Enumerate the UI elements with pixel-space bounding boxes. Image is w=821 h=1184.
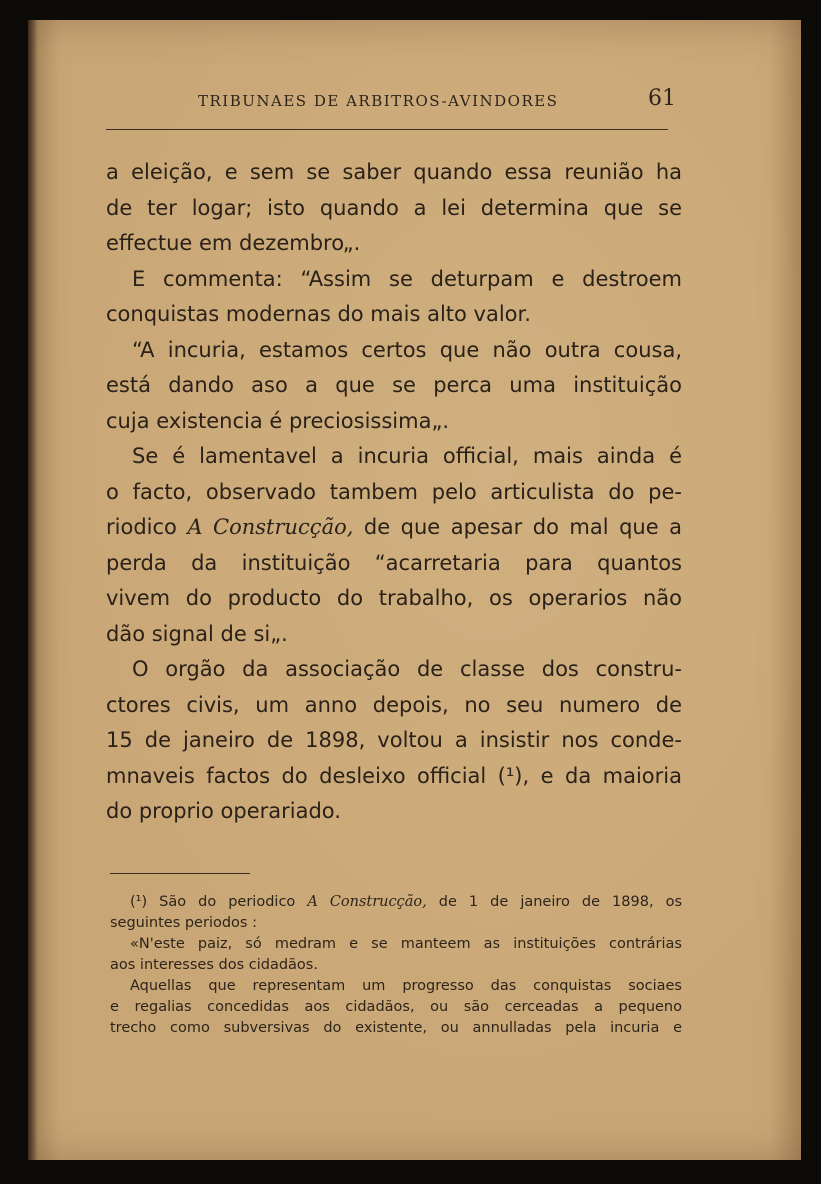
body-line-16: ctores civis, um anno depois, no seu numero de <box>106 692 682 717</box>
footnote-rule <box>110 873 250 874</box>
header-rule <box>106 129 668 130</box>
footnote-line-4: aos interesses dos cidadãos. <box>110 957 318 973</box>
body-line-13: vivem do producto do trabalho, os operarios não <box>106 586 682 610</box>
footnote-line-3: «N'este paiz, só medram e se manteem as instituições contrárias <box>130 936 682 952</box>
body-line-7: está dando aso a que se perca uma instituição <box>106 373 682 397</box>
footnote-line-2: seguintes periodos : <box>110 915 257 931</box>
page-spine-shadow <box>28 20 38 1160</box>
footnote-line-7: trecho como subversivas do existente, ou annulladas pela incuria e <box>110 1020 682 1036</box>
footnote-periodical-title: A Construcção, <box>307 894 427 910</box>
footnote-line-5: Aquellas que representam um progresso das conquistas sociaes <box>130 978 682 994</box>
body-line-19: do proprio operariado. <box>106 799 341 823</box>
periodical-title: A Construcção, <box>187 515 354 539</box>
body-line-12: perda da instituição “acarretaria para quantos <box>106 550 682 575</box>
body-line-15: O orgão da associação de classe dos constru- <box>132 657 682 681</box>
body-line-5: conquistas modernas do mais alto valor. <box>106 302 531 326</box>
body-line-6: “A incuria, estamos certos que não outra cousa, <box>132 337 682 362</box>
body-line-11-b: de que apesar do mal que a <box>363 515 682 539</box>
footnote-line-6: e regalias concedidas aos cidadãos, ou são cerceadas a pequeno <box>110 999 682 1015</box>
body-line-11 <box>106 510 682 546</box>
body-line-3: effectue em dezembro„. <box>106 231 361 255</box>
body-line-2: de ter logar; isto quando a lei determina que se <box>106 195 682 220</box>
footnote-line-1-b: de 1 de janeiro de 1898, os <box>438 894 683 910</box>
footnote-line-1-a: (¹) São do periodico <box>130 894 296 910</box>
body-line-18: mnaveis factos do desleixo official (¹), e da maioria <box>106 763 682 788</box>
page-number: 61 <box>648 86 676 111</box>
body-line-17: 15 de janeiro de 1898, voltou a insistir nos conde- <box>106 728 682 752</box>
body-line-1: a eleição, e sem se saber quando essa reunião ha <box>106 160 682 184</box>
running-title: TRIBUNAES DE ARBITROS-AVINDORES <box>198 92 559 110</box>
book-page <box>28 20 801 1160</box>
body-line-11-a: riodico <box>106 515 177 539</box>
body-text <box>106 155 682 830</box>
footnote <box>110 892 682 1039</box>
body-line-8: cuja existencia é preciosissima„. <box>106 408 449 433</box>
body-line-9: Se é lamentavel a incuria official, mais ainda é <box>132 444 682 468</box>
body-line-4: E commenta: “Assim se deturpam e destroem <box>132 266 682 291</box>
body-line-14: dão signal de si„. <box>106 621 288 646</box>
footnote-line-1 <box>110 892 682 913</box>
body-line-10: o facto, observado tambem pelo articulista do pe- <box>106 479 682 504</box>
